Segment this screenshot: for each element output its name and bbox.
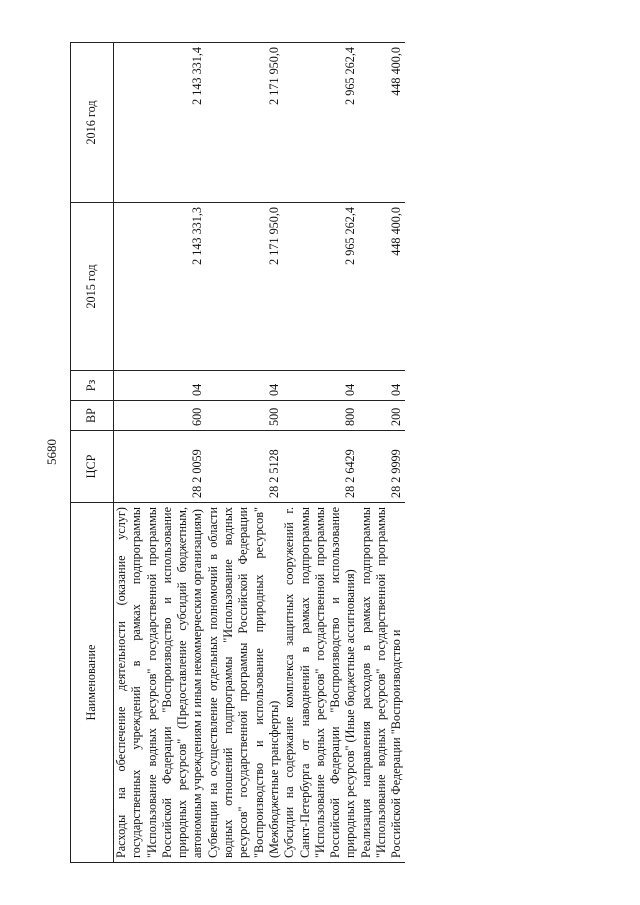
- row-2016: 2 171 950,0: [206, 43, 282, 203]
- row-vr: 800: [282, 401, 358, 431]
- row-name: Расходы на обеспечение деятельности (оказание услуг) государственных учреждений в рамках подпрограммы "Использование водных ресурсов" государственной программы Российской Федерации "Воспроизводство и использование природных ресурсов" (Предоставление субсидий бюджетным, автономным учреждениям и иным некоммерческим организациям): [114, 503, 206, 863]
- budget-table-wrapper: [70, 43, 610, 863]
- row-name: Субсидии на содержание комплекса защитных сооружений г. Санкт-Петербурга от наводнений в рамках подпрограммы "Использование водных ресурсов" государственной программы Российской Федерации "Воспроизводство и использование природных ресурсов" (Иные бюджетные ассигнования): [282, 503, 358, 863]
- header-rz: Рз: [71, 371, 114, 401]
- row-rz: 04: [206, 371, 282, 401]
- row-csr: 28 2 6429: [282, 431, 358, 503]
- row-name: Реализация направления расходов в рамках подпрограммы "Использование водных ресурсов" государственной программы Российской Федерации "Воспроизводство и: [359, 503, 405, 863]
- header-2015: 2015 год: [71, 203, 114, 371]
- budget-table: [70, 42, 405, 863]
- row-rz: 04: [114, 371, 206, 401]
- row-2015: 448 400,0: [359, 203, 405, 371]
- header-2016: 2016 год: [71, 43, 114, 203]
- row-2016: 2 143 331,4: [114, 43, 206, 203]
- row-rz: 04: [282, 371, 358, 401]
- table-row: [282, 43, 358, 863]
- row-rz: 04: [359, 371, 405, 401]
- row-csr: 28 2 9999: [359, 431, 405, 503]
- row-csr: 28 2 5128: [206, 431, 282, 503]
- row-name: Субвенции на осуществление отдельных полномочий в области водных отношений подпрограммы "Использование водных ресурсов" государственной программы Российской Федерации "Воспроизводство и использование природных ресурсов" (Межбюджетные трансферты): [206, 503, 282, 863]
- table-header-row: [71, 43, 114, 863]
- row-2016: 2 965 262,4: [282, 43, 358, 203]
- row-vr: 600: [114, 401, 206, 431]
- page-number: 5680: [44, 439, 59, 465]
- row-vr: 500: [206, 401, 282, 431]
- header-vr: ВР: [71, 401, 114, 431]
- row-2015: 2 965 262,4: [282, 203, 358, 371]
- row-vr: 200: [359, 401, 405, 431]
- row-2015: 2 143 331,3: [114, 203, 206, 371]
- row-csr: 28 2 0059: [114, 431, 206, 503]
- header-name: Наименование: [71, 503, 114, 863]
- row-2016: 448 400,0: [359, 43, 405, 203]
- row-2015: 2 171 950,0: [206, 203, 282, 371]
- table-row: [114, 43, 206, 863]
- rotated-page-content: [70, 43, 610, 863]
- header-csr: ЦСР: [71, 431, 114, 503]
- table-row: [206, 43, 282, 863]
- table-row: [359, 43, 405, 863]
